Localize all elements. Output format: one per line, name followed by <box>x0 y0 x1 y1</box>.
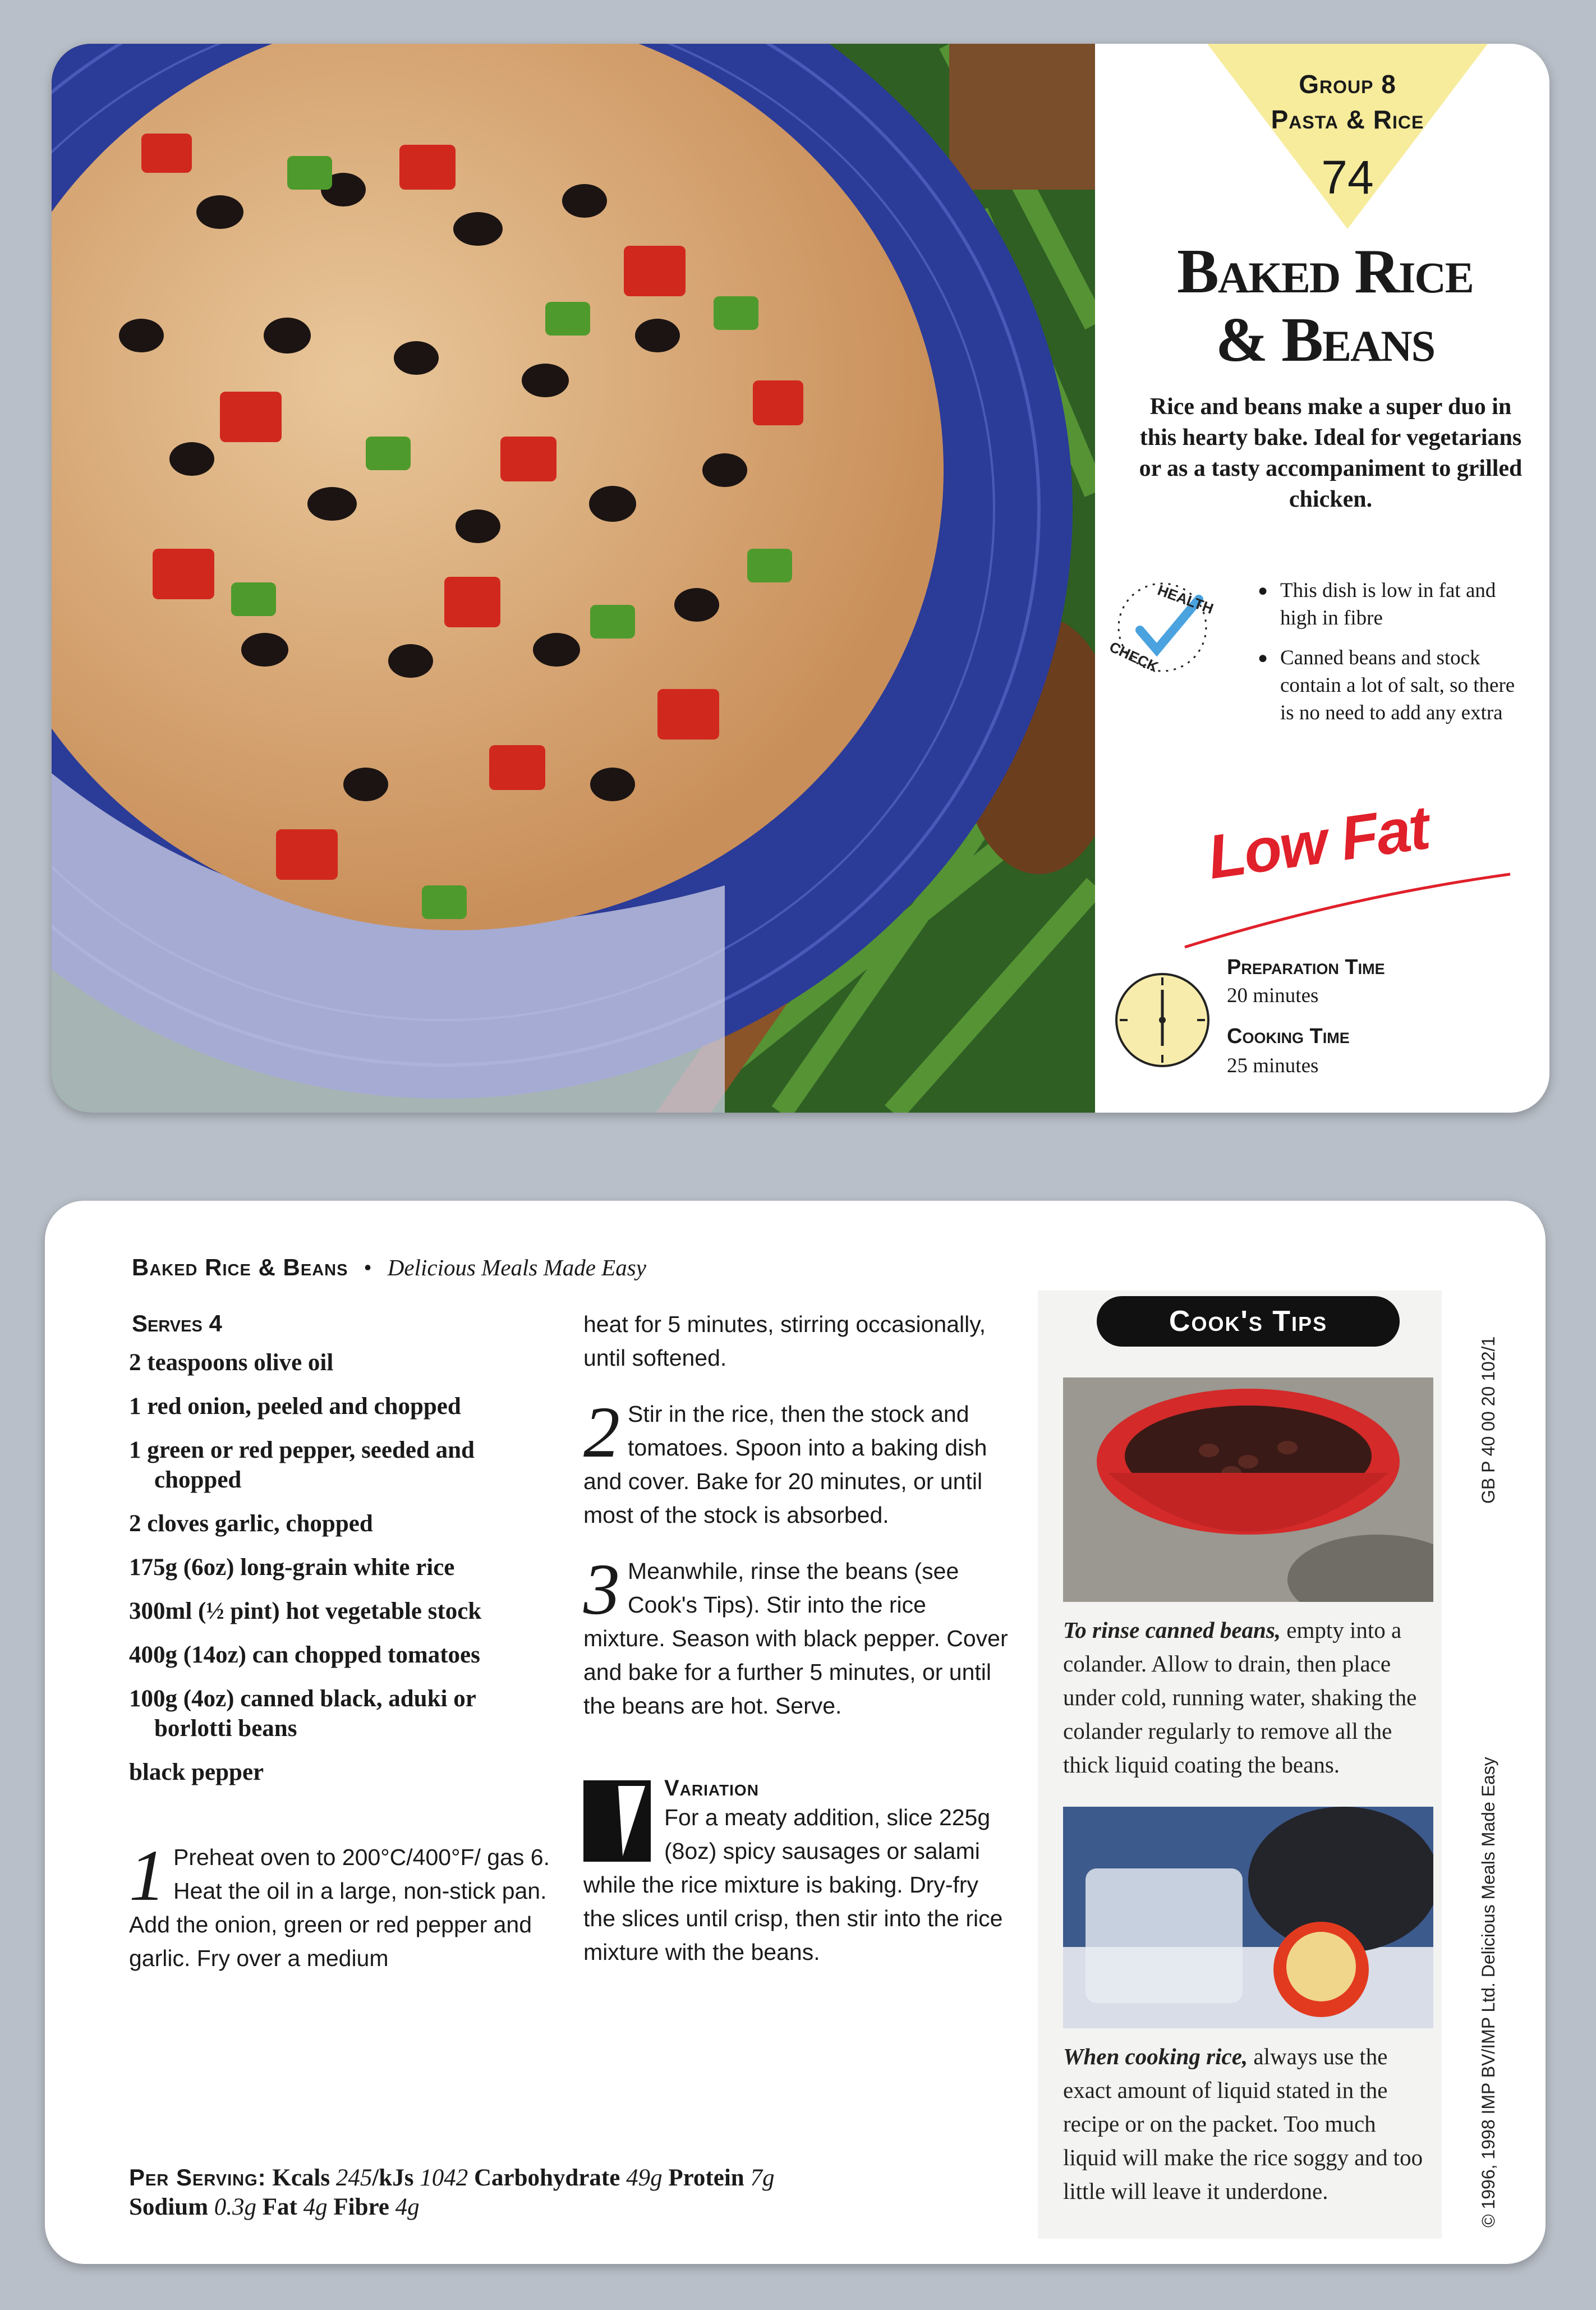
cook-time-value: 25 minutes <box>1227 1054 1319 1077</box>
health-point: ● Canned beans and stock contain a lot of salt, so there is no need to add any extra <box>1258 644 1521 727</box>
tip-1 <box>1063 1613 1433 1781</box>
step-2 <box>583 1392 1010 1532</box>
carb-label: Carbohydrate <box>473 2165 620 2191</box>
card-header: Baked Rice & Beans • Delicious Meals Made Easy <box>132 1254 646 1280</box>
serves-label: Serves 4 <box>132 1310 222 1337</box>
header-title: Baked Rice & Beans <box>132 1254 348 1280</box>
info-panel <box>1095 44 1549 1113</box>
colander-photo <box>1063 1377 1433 1602</box>
ingredient-item: 100g (4oz) canned black, aduki or borlotti beans <box>129 1686 476 1742</box>
rice-measuring-photo <box>1063 1807 1433 2028</box>
tip-2-text: always use the exact amount of liquid stated in the recipe or on the packet. Too much liquid will make the rice soggy and too little will leave it underdone. <box>1063 2043 1423 2204</box>
fat-value: 4g <box>303 2194 328 2220</box>
step-3 <box>583 1549 1010 1723</box>
swoosh-icon <box>1179 863 1516 953</box>
title-line-2: & Beans <box>1215 305 1435 375</box>
prep-time-label: Preparation Time <box>1227 956 1385 979</box>
tip-1-lead: To rinse canned beans, <box>1063 1617 1281 1643</box>
sodium-value: 0.3g <box>214 2194 257 2220</box>
step-number: 2 <box>583 1392 620 1473</box>
ingredient-item: 2 cloves garlic, chopped <box>129 1510 373 1537</box>
step-1-continued <box>583 1307 1010 1375</box>
fibre-value: 4g <box>395 2194 420 2220</box>
recipe-title <box>1129 237 1521 374</box>
low-fat-badge: Low Fat <box>1203 793 1433 892</box>
group-label: Group 8 <box>1299 70 1396 99</box>
step-text: Meanwhile, rinse the beans (see Cook's Tips). Stir into the rice mixture. Season with black pepper. Cover and bake for a further 5 minutes, or until the beans are hot. Serve. <box>583 1558 1008 1719</box>
header-series: Delicious Meals Made Easy <box>387 1255 646 1280</box>
copyright-notice: © 1996, 1998 IMP BV/IMP Ltd. Delicious Meals Made Easy <box>1478 1757 1498 2228</box>
step-1 <box>129 1835 555 1975</box>
ingredient-item: 2 teaspoons olive oil <box>129 1349 334 1376</box>
step-number: 3 <box>583 1549 620 1630</box>
ingredient-item: black pepper <box>129 1759 264 1785</box>
nutrition-per-serving <box>129 2163 1027 2222</box>
card-number: 74 <box>1321 151 1374 204</box>
variation-v-icon <box>583 1780 651 1862</box>
variation-text: For a meaty addition, slice 225g (8oz) spicy sausages or salami while the rice mixture is baking. Dry-fry the slices until crisp, then stir into the rice mixture with the beans. <box>583 1804 1003 1965</box>
ingredient-item: 1 green or red pepper, seeded and chopped <box>129 1437 475 1493</box>
dish-photo <box>52 44 1095 1113</box>
step-text: heat for 5 minutes, stirring occasionally, until softened. <box>583 1311 986 1371</box>
kj-label: /kJs <box>372 2165 414 2191</box>
health-check-icon <box>1106 571 1218 683</box>
svg-text:CHECK: CHECK <box>1107 638 1161 676</box>
cook-time-label: Cooking Time <box>1227 1025 1350 1048</box>
ingredient-item: 175g (6oz) long-grain white rice <box>129 1554 455 1581</box>
kj-value: 1042 <box>420 2165 468 2191</box>
protein-value: 7g <box>750 2165 775 2191</box>
kcals-value: 245 <box>335 2165 372 2191</box>
fibre-label: Fibre <box>333 2194 389 2220</box>
step-text: Preheat oven to 200°C/400°F/ gas 6. Heat the oil in a large, non-stick pan. Add the onion, green or red pepper and garlic. Fry over a medium <box>129 1844 550 1971</box>
step-text: Stir in the rice, then the stock and tomatoes. Spoon into a baking dish and cover. Bake for 20 minutes, or until most of the stock is absorbed. <box>583 1401 987 1528</box>
carb-value: 49g <box>626 2165 663 2191</box>
health-points <box>1258 577 1521 739</box>
prep-time-value: 20 minutes <box>1227 984 1319 1007</box>
tip-2-lead: When cooking rice, <box>1063 2043 1248 2069</box>
recipe-card-back <box>45 1201 1546 2264</box>
ingredient-list <box>129 1348 555 1801</box>
health-point: ● This dish is low in fat and high in fibre <box>1258 577 1521 632</box>
ingredient-item: 1 red onion, peeled and chopped <box>129 1393 461 1420</box>
per-serving-label: Per Serving: <box>129 2164 266 2190</box>
ingredient-item: 300ml (½ pint) hot vegetable stock <box>129 1598 482 1624</box>
protein-label: Protein <box>668 2165 744 2191</box>
category-label: Pasta & Rice <box>1271 105 1424 134</box>
step-number: 1 <box>129 1835 165 1916</box>
svg-text:HEALTH: HEALTH <box>1155 581 1216 617</box>
variation <box>583 1776 1010 1969</box>
recipe-card-front <box>52 44 1549 1113</box>
tip-1-text: empty into a colander. Allow to drain, then place under cold, running water, shaking the colander regularly to remove all the thick liquid coating the beans. <box>1063 1617 1417 1778</box>
recipe-intro: Rice and beans make a super duo in this hearty bake. Ideal for vegetarians or as a tasty accompaniment to grilled chicken. <box>1139 394 1523 512</box>
product-code: GB P 40 00 20 102/1 <box>1478 1336 1498 1504</box>
kcals-label: Kcals <box>272 2165 330 2191</box>
cooks-tips-title: Cook's Tips <box>1097 1296 1400 1347</box>
clock-icon <box>1112 970 1213 1071</box>
title-line-1: Baked Rice <box>1177 237 1473 306</box>
variation-title: Variation <box>664 1776 759 1801</box>
fat-label: Fat <box>262 2194 297 2220</box>
sodium-label: Sodium <box>129 2194 209 2220</box>
tip-2 <box>1063 2040 1433 2208</box>
ingredient-item: 400g (14oz) can chopped tomatoes <box>129 1642 480 1668</box>
